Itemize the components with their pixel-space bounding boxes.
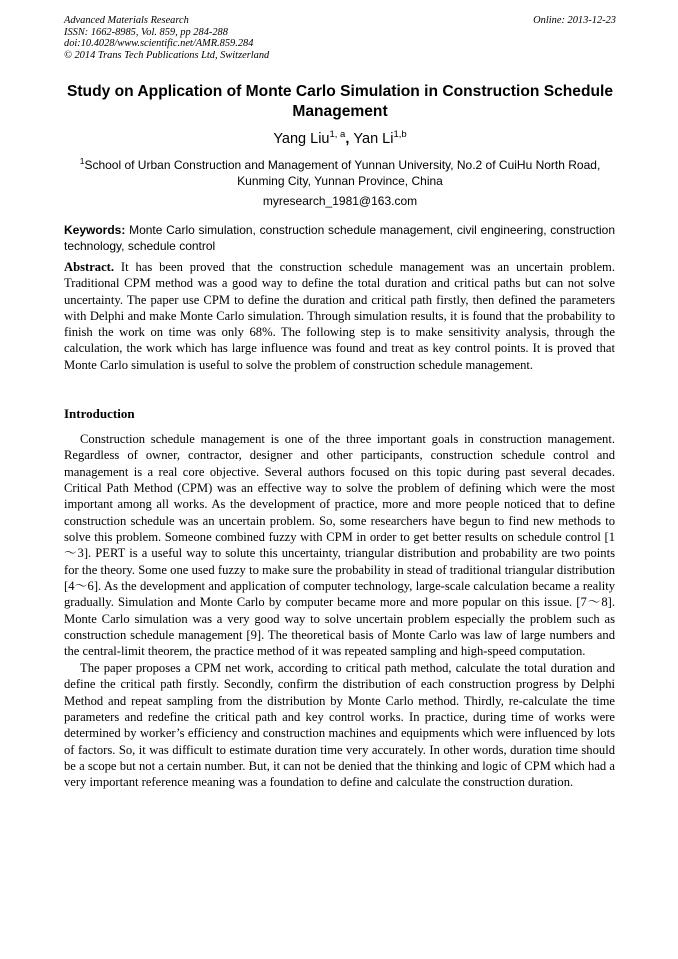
affiliation-text: School of Urban Construction and Management of Yunnan University, No.2 of CuiHu North Road, Kunming City, Yunnan Province, China — [84, 158, 601, 188]
author-affiliation-mark: 1,b — [393, 129, 407, 140]
author-name: Yan Li — [353, 131, 394, 147]
section-heading: Introduction — [64, 406, 135, 421]
author-email: myresearch_1981@163.com — [262, 194, 418, 208]
keywords-label: Keywords: — [64, 223, 126, 237]
author-affiliation-mark: 1, a — [329, 129, 346, 140]
introduction-body — [64, 431, 615, 791]
abstract-text: It has been proved that the construction schedule management was an uncertain problem. Traditional CPM method was a good way to define the total duration and critical paths but can not solve uncertainty. The paper use CPM to define the duration and critical path firstly, then defined the parameters with Delphi and make Monte Carlo simulation. Through simulation results, it is found that the probability to finish the work on time was only 68%. The following step is to make sensitivity analysis, through the calculation, the work which has large influence was found and treat as key control points. It is proved that Monte Carlo simulation is useful to solve the problem of construction schedule management. — [64, 260, 615, 372]
running-header — [64, 15, 616, 61]
doi-line: doi:10.4028/www.scientific.net/AMR.859.284 — [64, 38, 254, 50]
affiliation — [64, 157, 616, 189]
online-date: Online: 2013-12-23 — [533, 15, 616, 26]
author-name: Yang Liu — [273, 131, 330, 147]
affiliation-mark: 1 — [79, 156, 85, 166]
journal-name: Advanced Materials Research — [64, 15, 189, 26]
issn-line: ISSN: 1662-8985, Vol. 859, pp 284-288 — [64, 26, 228, 38]
copyright-line: © 2014 Trans Tech Publications Ltd, Switzerland — [64, 49, 270, 61]
author-line — [64, 130, 616, 148]
paragraph: Construction schedule management is one of the three important goals in construction management. Regardless of owner, contractor, designer and other participants, construction schedule control and management is a real core objective. Several authors focused on this topic during past several decades. Critical Path Method (CPM) was an effective way to solve the problem of defining which were the most important among all works. As the development of practice, more and more people noticed that to define construction schedule was an uncertain problem. So, some researchers have begun to find new methods to solve this problem. Someone combined fuzzy with CPM in order to get better results on schedule control [1～3]. PERT is a useful way to solute this uncertainty, triangular distribution and probability are two points for the theory. Some one used fuzzy to make sure the probability in stead of traditional triangular distribution [4～6]. As the development and application of computer technology, large-scale calculation became a reality gradually. Simulation and Monte Carlo by computer became more and more popular on this issue. [7～8]. Monte Carlo simulation was a very good way to solve uncertain problem especially the problem such as construction schedule management [9]. The theoretical basis of Monte Carlo was law of large numbers and the central-limit theorem, the practice method of it was repeated sampling and high-speed computation. — [64, 432, 615, 659]
author-separator: , — [345, 131, 354, 147]
abstract-label: Abstract. — [64, 260, 115, 274]
paragraph: The paper proposes a CPM net work, according to critical path method, calculate the total duration and define the critical path firstly. Secondly, confirm the distribution of each construction progress by Delphi Method and repeat sampling from the distribution by Monte Carlo method. Thirdly, re-calculate the time parameters and redefine the critical path and key control works. In practice, during time of works were determined by worker’s efficiency and construction machines and equipments which were influenced by lots of factors. So, it was difficult to estimate duration time very accurately. In other words, duration time should be a scope but not a certain number. But, it can not be denied that the thinking and logic of CPM which had a very important reference meaning was a foundation to define and calculate the construction duration. — [64, 660, 615, 790]
abstract — [64, 259, 615, 373]
paper-title: Study on Application of Monte Carlo Simulation in Construction Schedule Management — [66, 83, 614, 120]
keywords-text: Monte Carlo simulation, construction schedule management, civil engineering, construction technology, schedule control — [64, 223, 615, 253]
keywords — [64, 222, 615, 254]
